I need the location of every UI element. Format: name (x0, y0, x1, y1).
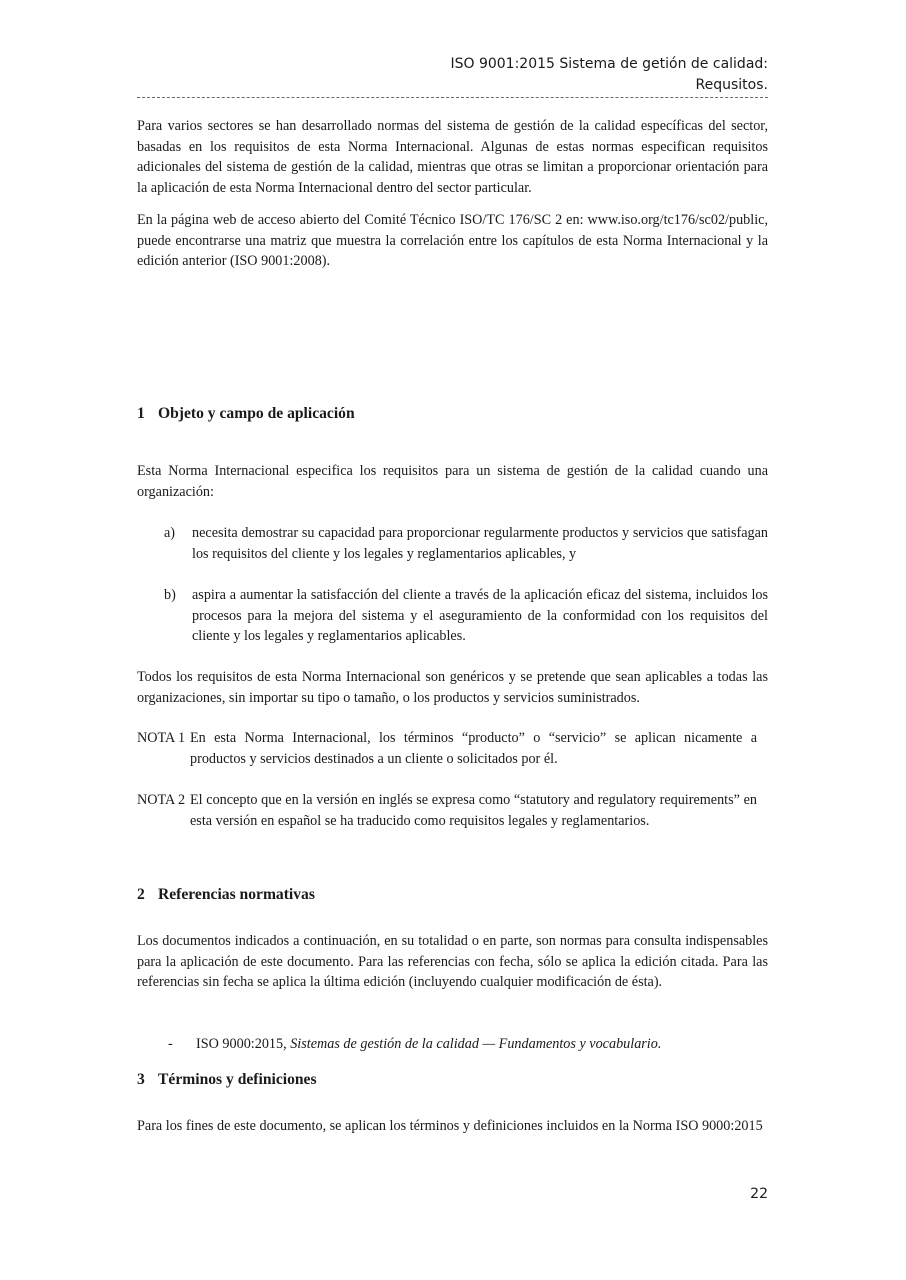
note-1-text: En esta Norma Internacional, los términos “producto” o “servicio” se aplican nicamente a productos y servicios destinados a un cliente o solicitados por él. (190, 730, 757, 767)
list-marker-b: b) (164, 587, 176, 603)
note-2-label: NOTA 2 (137, 792, 186, 808)
section-2-heading (137, 885, 768, 905)
note-1-label: NOTA 1 (137, 730, 186, 746)
section-2-paragraph: Los documentos indicados a continuación, en su totalidad o en parte, son normas para consulta indispensables para la aplicación de este documento. Para las referencias con fecha, sólo se aplica la edición citada. Para las referencias sin fecha se aplica la última edición (incluyendo cualquier modificación de ésta). (137, 933, 768, 990)
header-title-line1: ISO 9001:2015 Sistema de getión de calidad: (450, 56, 768, 72)
list-text-b: aspira a aumentar la satisfacción del cliente a través de la aplicación eficaz del sistema, incluidos los procesos para la mejora del sistema y el aseguramiento de la conformidad con los requisitos del cliente y los legales y reglamentarios aplicables. (192, 587, 768, 644)
section-1-title: Objeto y campo de aplicación (158, 405, 355, 422)
reference-text (196, 1034, 768, 1055)
note-1 (137, 728, 757, 769)
section-1-paragraph-1: Esta Norma Internacional especifica los requisitos para un sistema de gestión de la calidad cuando una organización: (137, 463, 768, 500)
list-marker-a: a) (164, 525, 176, 541)
section-2-title: Referencias normativas (158, 886, 315, 903)
header-divider (137, 97, 768, 98)
section-1-number: 1 (137, 405, 145, 422)
section-3-title: Términos y definiciones (158, 1071, 317, 1088)
list-item-a (164, 523, 768, 564)
list-text-a: necesita demostrar su capacidad para proporcionar regularmente productos y servicios que satisfagan los requisitos del cliente y los legales y reglamentarios aplicables, y (192, 525, 768, 562)
reference-title: Sistemas de gestión de la calidad — Fundamentos y vocabulario. (290, 1036, 662, 1052)
section-3-heading (137, 1070, 768, 1090)
page-header (137, 54, 768, 96)
section-1-heading (137, 404, 768, 424)
normative-reference-item (168, 1034, 768, 1055)
section-3-number: 3 (137, 1071, 145, 1088)
section-1-paragraph-2: Todos los requisitos de esta Norma Internacional son genéricos y se pretende que sean aplicables a todas las organizaciones, sin importar su tipo o tamaño, o los productos y servicios suministrados. (137, 669, 768, 706)
reference-dash: - (168, 1036, 173, 1052)
intro-paragraph-1: Para varios sectores se han desarrollado normas del sistema de gestión de la calidad específicas del sector, basadas en los requisitos de esta Norma Internacional. Algunas de estas normas especifican requisitos adicionales del sistema de gestión de la calidad, mientras que otras se limitan a proporcionar orientación para la aplicación de esta Norma Internacional dentro del sector particular. (137, 118, 768, 196)
section-3-paragraph: Para los fines de este documento, se aplican los términos y definiciones incluidos en la Norma ISO 9000:2015 (137, 1118, 763, 1134)
list-item-b (164, 585, 768, 647)
section-2-number: 2 (137, 886, 145, 903)
note-2 (137, 790, 757, 831)
page-number: 22 (750, 1186, 768, 1202)
note-2-text: El concepto que en la versión en inglés se expresa como “statutory and regulatory requirements” en esta versión en español se ha traducido como requisitos legales y reglamentarios. (190, 792, 757, 829)
intro-paragraph-2: En la página web de acceso abierto del Comité Técnico ISO/TC 176/SC 2 en: www.iso.org/tc176/sc02/public, puede encontrarse una matriz que muestra la correlación entre los capítulos de esta Norma Internacional y la edición anterior (ISO 9001:2008). (137, 212, 768, 269)
header-title-line2: Requsitos. (695, 77, 768, 93)
reference-code: ISO 9000:2015, (196, 1036, 287, 1052)
